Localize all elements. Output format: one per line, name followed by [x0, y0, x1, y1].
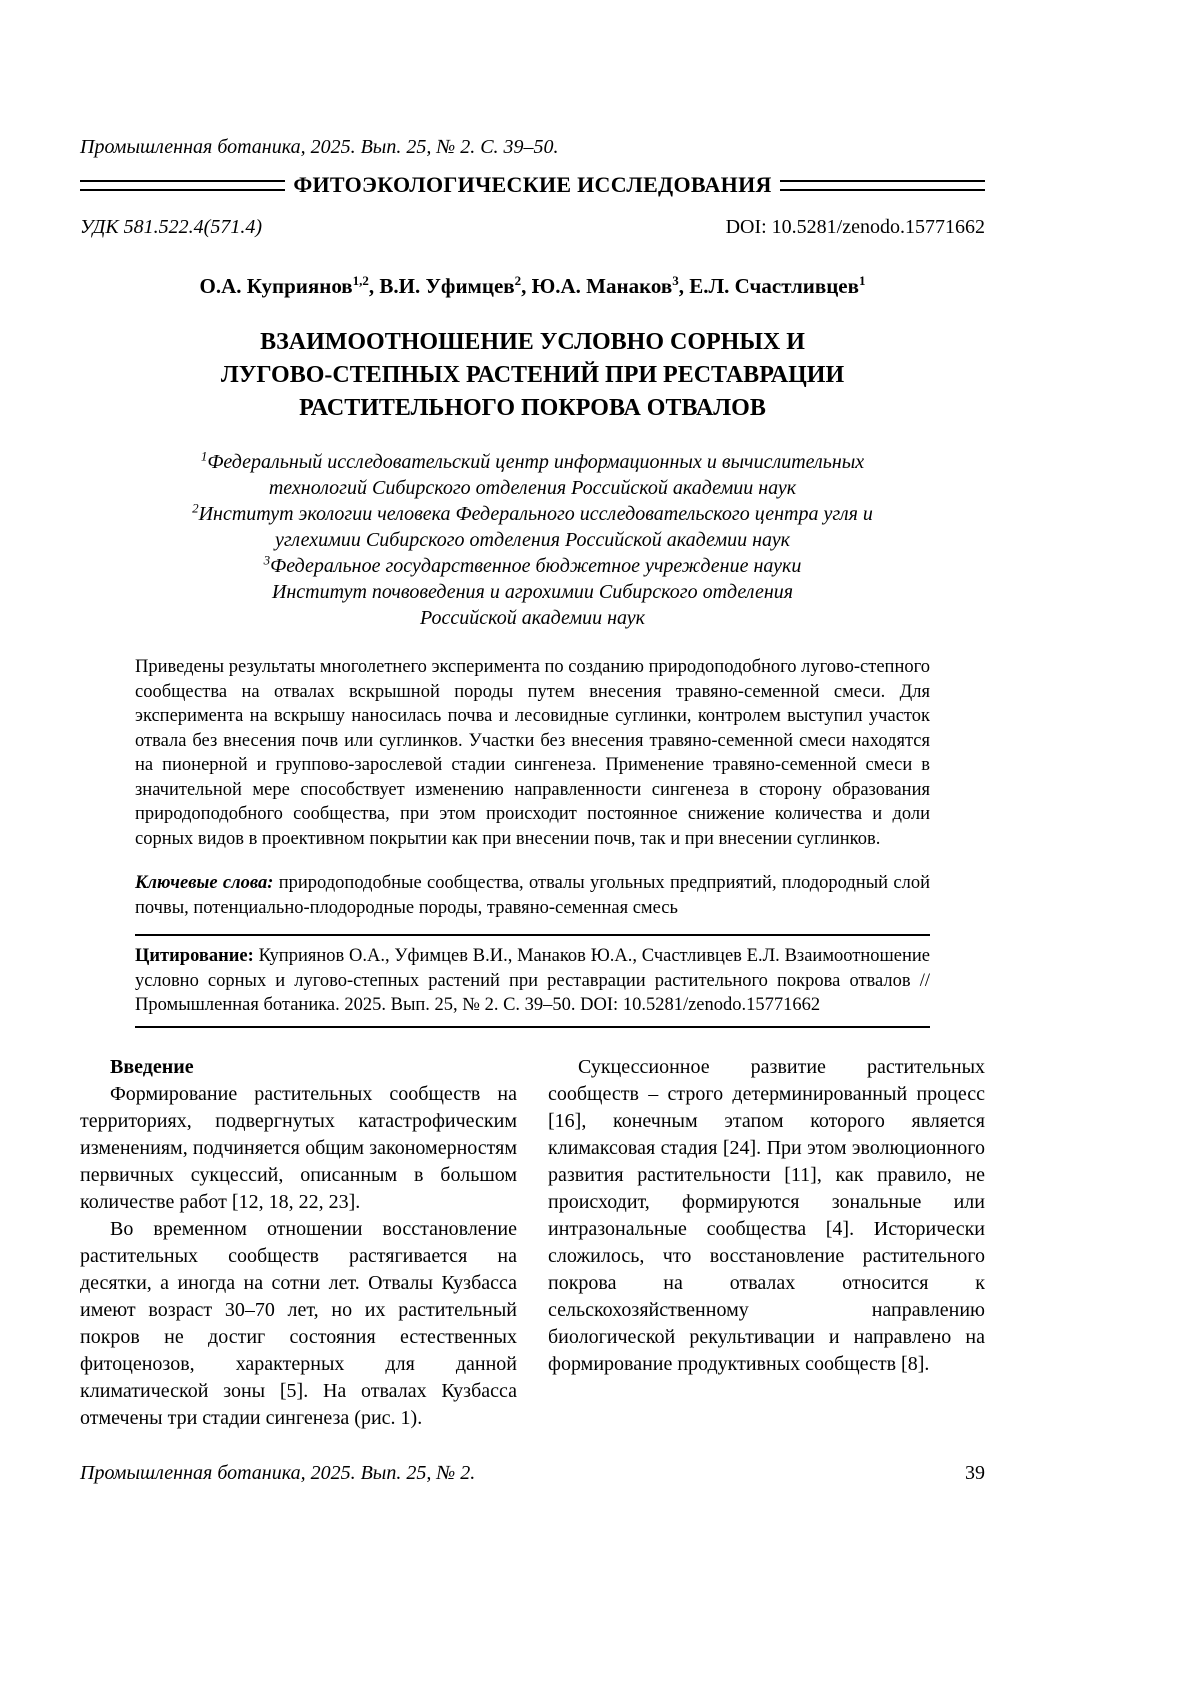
article-title-line: РАСТИТЕЛЬНОГО ПОКРОВА ОТВАЛОВ: [299, 395, 766, 421]
page-number: 39: [965, 1461, 985, 1484]
body-paragraph: Формирование растительных сообществ на территориях, подвергнутых катастрофическим изменениям, подчиняется общим закономерностям первичных сукцессий, описанным в большом количестве работ [12, 18, 22, 23].: [80, 1082, 517, 1213]
affiliation-line: углехимии Сибирского отделения Российской академии наук: [274, 529, 791, 551]
column-left: [80, 1054, 517, 1432]
doi-label: DOI: 10.5281/zenodo.15771662: [725, 216, 985, 238]
affiliations-block: [80, 449, 985, 631]
journal-header-line: Промышленная ботаника, 2025. Вып. 25, № 2. С. 39–50.: [80, 136, 559, 158]
udc-label: УДК 581.522.4(571.4): [80, 216, 262, 238]
author-superscript: 1,2: [352, 273, 369, 288]
page-footer: [80, 1460, 985, 1486]
author: [521, 274, 679, 298]
author-superscript: 1: [858, 273, 866, 288]
footer-journal: Промышленная ботаника, 2025. Вып. 25, № 2.: [80, 1461, 476, 1484]
body-paragraph: Сукцессионное развитие растительных сообществ – строго детерминированный процесс [16], конечным этапом которого является климаксовая стадия [24]. При этом эволюционного развития растительности [11], как правило, не происходит, формируются зональные или интразональные сообщества [4]. Исторически сложилось, что восстановление растительного покрова на отвалах относится к сельскохозяйственному направлению биологической рекультивации и направлено на формирование продуктивных сообществ [8].: [548, 1055, 985, 1375]
affiliation-superscript: 3: [263, 552, 271, 568]
affiliation: [80, 449, 985, 501]
affiliation-line: [80, 449, 985, 475]
author: [679, 274, 866, 298]
citation-label: Цитирование:: [135, 946, 254, 966]
double-rule-left: [80, 180, 285, 191]
citation-rule-bottom: [135, 1026, 930, 1028]
affiliation-line: [80, 553, 985, 579]
affiliation: [80, 501, 985, 553]
author-superscript: 3: [672, 273, 679, 288]
author: [369, 274, 521, 298]
citation-rule-top: [135, 934, 930, 936]
affiliation-line: [80, 501, 985, 527]
authors-line: [80, 272, 985, 300]
section-banner: [80, 172, 985, 198]
section-banner-title: ФИТОЭКОЛОГИЧЕСКИЕ ИССЛЕДОВАНИЯ: [293, 172, 772, 197]
citation-block: [135, 944, 930, 1018]
author-superscript: 2: [514, 273, 522, 288]
keywords-text: природоподобные сообщества, отвалы угольных предприятий, плодородный слой почвы, потенциально-плодородные породы, травяно-семенная смесь: [135, 873, 930, 918]
author: [200, 274, 369, 298]
affiliation-text: Институт экологии человека Федерального исследовательского центра угля и: [198, 503, 873, 525]
author-name: О.А. Куприянов: [199, 274, 353, 298]
author-name: , В.И. Уфимцев: [368, 274, 515, 298]
double-rule-right: [780, 180, 985, 191]
keywords-line: [135, 871, 930, 920]
abstract-paragraph: Приведены результаты многолетнего эксперимента по созданию природоподобного лугово-степного сообщества на отвалах вскрышной породы путем внесения травяно-семенной смеси. Для эксперимента на вскрышу наносилась почва и лесовидные суглинки, контролем выступил участок отвала без внесения почв или суглинков. Участки без внесения травяно-семенной смеси находятся на пионерной и группово-зарослевой стадии сингенеза. Применение травяно-семенной смеси в значительной мере способствует изменению направленности сингенеза в сторону образования природоподобного сообщества, при этом происходит постоянное снижение количества и доли сорных видов в проективном покрытии как при внесении почв, так и при внесении суглинков.: [135, 657, 930, 849]
affiliation-superscript: 2: [192, 500, 199, 516]
author-name: , Е.Л. Счастливцев: [678, 274, 859, 298]
meta-row: [80, 214, 985, 240]
affiliation-line: технологий Сибирского отделения Российской академии наук: [268, 477, 797, 499]
body-paragraph: Во временном отношении восстановление растительных сообществ растягивается на десятки, а иногда на сотни лет. Отвалы Кузбасса имеют возраст 30–70 лет, но их растительный покров не достиг состояния естественных фитоценозов, характерных для данной климатической зоны [5]. На отвалах Кузбасса отмечены три стадии сингенеза (рис. 1).: [80, 1217, 517, 1429]
affiliation-text: Федеральное государственное бюджетное учреждение науки: [270, 555, 802, 577]
body-columns: [80, 1054, 985, 1432]
author-name: , Ю.А. Манаков: [521, 274, 673, 298]
column-right: [548, 1054, 985, 1432]
affiliation-line: Институт почвоведения и агрохимии Сибирского отделения: [271, 581, 794, 603]
article-title-line: ЛУГОВО-СТЕПНЫХ РАСТЕНИЙ ПРИ РЕСТАВРАЦИИ: [220, 362, 845, 388]
intro-heading: Введение: [110, 1055, 194, 1078]
affiliation-line: Российской академии наук: [420, 607, 645, 629]
affiliation-superscript: 1: [200, 448, 208, 464]
citation-text: Куприянов О.А., Уфимцев В.И., Манаков Ю.А., Счастливцев Е.Л. Взаимоотношение условно сорных и лугово-степных растений при реставрации растительного покрова отвалов // Промышленная ботаника. 2025. Вып. 25, № 2. С. 39–50. DOI: 10.5281/zenodo.15771662: [135, 946, 930, 1015]
article-title-line: ВЗАИМООТНОШЕНИЕ УСЛОВНО СОРНЫХ И: [260, 329, 805, 355]
affiliation: [80, 553, 985, 631]
keywords-label: Ключевые слова:: [135, 873, 274, 893]
affiliation-text: Федеральный исследовательский центр информационных и вычислительных: [207, 451, 865, 473]
page-content: [80, 134, 985, 1486]
article-title: [80, 326, 985, 425]
